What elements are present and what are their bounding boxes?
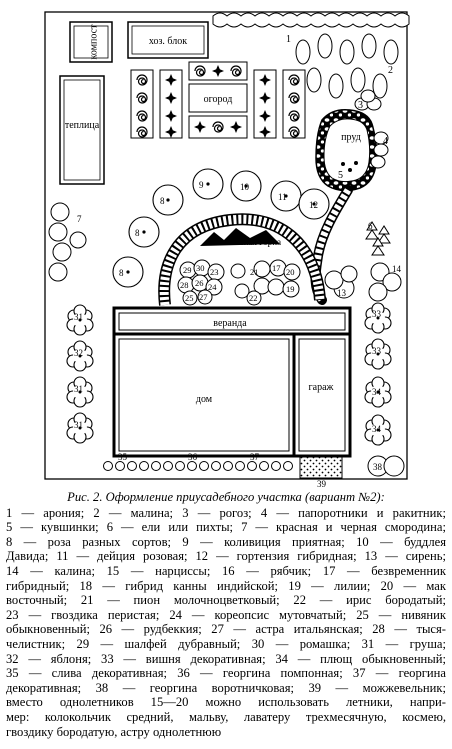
label-30: 30 [196,263,205,273]
label-20: 20 [286,267,295,277]
label-8a: 8 [160,196,165,206]
aronia-row [296,34,398,98]
label-26: 26 [195,278,204,288]
legend-line: мер: колокольчик средний, мальву, лаватеру трехмесячную, космею, [6,709,446,724]
label-13: 13 [337,288,346,298]
label-9: 9 [199,180,204,190]
label-25: 25 [185,293,194,303]
label-21: 21 [250,267,259,277]
label-1: 1 [286,34,291,45]
label-37: 37 [250,452,259,462]
label-31c: 31 [74,420,83,430]
alpine-hill-label: альпийская горка [210,238,282,248]
raspberry-hedge [213,13,409,27]
label-19: 19 [286,284,295,294]
label-24: 24 [208,282,217,292]
label-5: 5 [338,170,343,181]
label-34b: 34 [372,424,381,434]
label-17: 17 [272,263,281,273]
label-8c: 8 [119,268,124,278]
legend-line: 23 — гвоздика перистая; 24 — кореопсис мутовчатый; 25 — нивяник [6,607,446,622]
label-11: 11 [278,192,287,202]
legend-line: обыкновенный; 26 — рудбеккия; 27 — астра итальянская; 28 — тыся- [6,622,446,637]
legend-line: декоративная; 38 — георгина воротничковая; 39 — можжевельник; [6,680,446,695]
compost-label: компост [88,24,100,60]
caption-title: Рис. 2. Оформление приусадебного участка (вариант №2): [67,490,385,504]
legend-line: 14 — калина; 15 — нарциссы; 16 — рябчик; 17 — безвременник [6,563,446,578]
label-36: 36 [188,452,197,462]
label-14: 14 [392,264,401,274]
label-33b: 33 [372,346,381,356]
legend-line: челистник; 29 — шалфей дубравный; 30 — ромашка; 31 — груша; [6,636,446,651]
label-10: 10 [240,182,249,192]
figure-caption [6,490,446,739]
greenhouse-label: теплица [64,120,100,131]
label-35: 35 [118,452,127,462]
legend-line: 1 — арония; 2 — малина; 3 — рогоз; 4 — папоротники и ракитник; [6,505,446,520]
label-39: 39 [317,479,326,489]
pond-label: пруд [341,132,361,143]
legend-line: гибридный; 18 — гибрид канны индийской; 19 — лилии; 20 — мак [6,578,446,593]
legend-line: восточный; 21 — пион молочноцветковый; 22 — ирис бородатый; [6,593,446,608]
legend-line: Давида; 11 — дейция розовая; 12 — гортензия гибридная; 13 — сирень; [6,549,446,564]
label-4: 4 [383,136,388,147]
house-label: дом [195,394,213,405]
legend-line: 35 — слива декоративная; 36 — георгина помпонная; 37 — георгина [6,666,446,681]
label-7: 7 [77,214,82,224]
dahlia-row [104,462,293,471]
label-6: 6 [368,221,373,231]
label-34a: 34 [372,387,381,397]
label-32: 32 [74,348,83,358]
legend-line: 32 — яблоня; 33 — вишня декоративная; 34 — плющ обыкновенный; [6,651,446,666]
legend-line: вместо однолетников 15—20 можно использовать летники, напри- [6,695,446,710]
label-12: 12 [309,200,318,210]
label-22: 22 [249,293,258,303]
label-27: 27 [199,292,208,302]
label-31b: 31 [74,384,83,394]
label-38: 38 [373,462,382,472]
label-3: 3 [358,100,363,111]
label-29: 29 [183,265,192,275]
shed-label: хоз. блок [148,36,188,47]
garden-label: огород [203,94,233,105]
legend-line: 5 — кувшинки; 6 — ели или пихты; 7 — красная и черная смородина; [6,520,446,535]
legend-line: гвоздику бородатую, астру однолетнюю [6,724,222,739]
label-28: 28 [180,280,189,290]
label-33a: 33 [372,309,381,319]
label-8b: 8 [135,228,140,238]
veranda-label: веранда [213,318,247,329]
garage-label: гараж [308,382,334,393]
label-2: 2 [388,65,393,76]
label-23: 23 [210,267,219,277]
driveway [300,456,342,478]
legend-line: 8 — роза разных сортов; 9 — коливиция приятная; 10 — буддлея [6,534,446,549]
label-31a: 31 [74,312,83,322]
